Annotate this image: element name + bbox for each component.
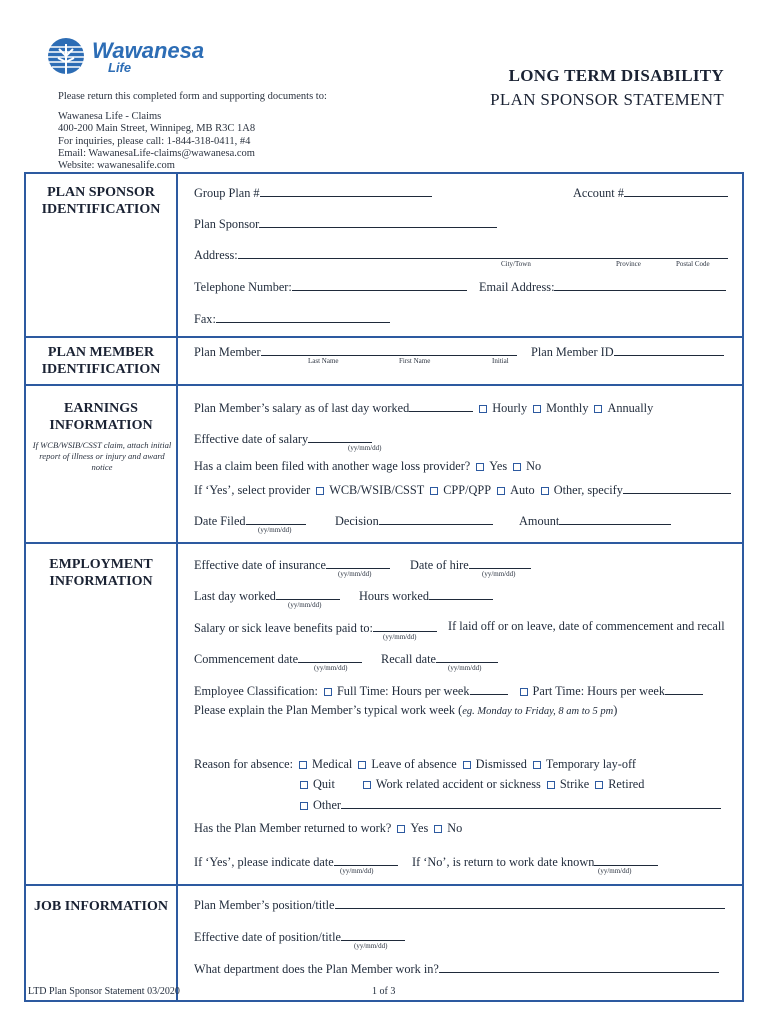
position-label: Plan Member’s position/title [194,898,335,912]
return-date-input[interactable] [334,853,398,866]
telephone-label: Telephone Number: [194,280,292,294]
plan-sponsor-field[interactable] [194,215,497,232]
position-field[interactable] [194,896,725,913]
effective-position-label: Effective date of position/title [194,930,341,944]
returned-label: Has the Plan Member returned to work? [194,821,392,835]
plan-sponsor-label: Plan Sponsor [194,217,260,231]
checkbox-claim-no[interactable] [513,463,521,471]
section-title-member: PLAN MEMBER IDENTIFICATION [41,345,161,377]
checkbox-work-related[interactable] [363,781,371,789]
work-related-label: Work related accident or sickness [375,777,541,791]
hourly-label: Hourly [492,401,528,415]
group-plan-input[interactable] [260,184,432,197]
email-field[interactable] [479,278,726,295]
section-divider [26,384,742,386]
checkbox-dismissed[interactable] [463,761,471,769]
dismissed-label: Dismissed [475,757,527,771]
phone-line: For inquiries, please call: 1-844-318-0411, #4 [58,135,251,147]
checkbox-quit[interactable] [300,781,308,789]
leave-label: Leave of absence [371,757,457,771]
checkbox-strike[interactable] [547,781,555,789]
address-field[interactable] [194,246,728,263]
temp-layoff-label: Temporary lay-off [545,757,636,771]
position-input[interactable] [335,896,725,909]
provider-label: If ‘Yes’, select provider [194,483,311,497]
work-week-label: Please explain the Plan Member’s typical work week ( [194,703,463,717]
checkbox-other-provider[interactable] [541,487,549,495]
initial-hint: Initial [492,357,509,365]
date-hint: (yy/mm/dd) [258,526,292,534]
effective-salary-field[interactable] [194,430,372,447]
group-plan-field[interactable] [194,184,432,201]
work-week-example: eg. Monday to Friday, 8 am to 5 pm [462,706,614,717]
checkbox-annually[interactable] [594,405,602,413]
checkbox-hourly[interactable] [479,405,487,413]
checkbox-part-time[interactable] [520,688,528,696]
checkbox-auto[interactable] [497,487,505,495]
hours-worked-input[interactable] [429,587,493,600]
classification-label: Employee Classification: [194,684,318,698]
provider-field[interactable] [194,481,731,498]
telephone-field[interactable] [194,278,467,295]
wawanesa-logo [46,34,226,80]
classification-field[interactable] [194,682,703,699]
member-id-input[interactable] [614,343,724,356]
email-input[interactable] [554,278,726,291]
hours-worked-field[interactable] [359,587,493,604]
section-title-sponsor: PLAN SPONSOR IDENTIFICATION [41,185,161,217]
checkbox-full-time[interactable] [324,688,332,696]
checkbox-returned-yes[interactable] [397,825,405,833]
work-week-close: ) [613,703,618,717]
last-name-hint: Last Name [308,357,339,365]
part-time-hours-input[interactable] [665,682,703,695]
quit-label: Quit [313,777,335,791]
date-hint: (yy/mm/dd) [340,867,374,875]
member-id-field[interactable] [531,343,724,360]
commencement-label: Commencement date [194,652,299,666]
checkbox-medical[interactable] [299,761,307,769]
plan-sponsor-input[interactable] [259,215,497,228]
last-day-input[interactable] [276,587,340,600]
date-hint: (yy/mm/dd) [338,570,372,578]
fax-input[interactable] [216,310,390,323]
brand-name: Wawanesa [92,38,205,63]
yes-label: Yes [489,459,508,473]
checkbox-monthly[interactable] [533,405,541,413]
returned-yes-label: Yes [410,821,429,835]
plan-member-input[interactable] [261,343,517,356]
date-of-hire-input[interactable] [469,556,531,569]
telephone-input[interactable] [292,278,467,291]
postal-hint: Postal Code [676,260,710,268]
salary-field[interactable] [194,399,653,416]
reason-field[interactable] [194,757,636,772]
globe-tree-icon [46,34,226,80]
member-id-label: Plan Member ID [531,345,614,359]
form-frame [24,172,744,1002]
first-name-hint: First Name [399,357,431,365]
checkbox-retired[interactable] [595,781,603,789]
checkbox-returned-no[interactable] [434,825,442,833]
other-reason-label: Other [313,798,341,812]
date-hint: (yy/mm/dd) [354,942,388,950]
checkbox-other-reason[interactable] [300,802,308,810]
section-title-employment: EMPLOYMENT INFORMATION [49,557,153,589]
last-day-label: Last day worked [194,589,276,603]
account-label: Account # [573,186,624,200]
date-hint: (yy/mm/dd) [314,664,348,672]
city-hint: City/Town [501,260,531,268]
strike-label: Strike [559,777,590,791]
full-time-label: Full Time: Hours per week [336,684,470,698]
salary-paid-input[interactable] [373,619,437,632]
decision-field[interactable] [335,512,493,529]
group-plan-label: Group Plan # [194,186,260,200]
section-divider [26,884,742,886]
annually-label: Annually [607,401,654,415]
reason-row-2[interactable] [294,777,644,792]
fax-label: Fax: [194,312,216,326]
address-line: Wawanesa Life - Claims [58,111,162,123]
checkbox-leave[interactable] [358,761,366,769]
decision-label: Decision [335,514,379,528]
address-input[interactable] [238,246,728,259]
reason-row-3[interactable] [294,796,721,813]
column-divider [176,174,178,1000]
wcb-label: WCB/WSIB/CSST [329,483,425,497]
hours-worked-label: Hours worked [359,589,430,603]
no-label: No [526,459,542,473]
amount-input[interactable] [559,512,671,525]
effective-salary-input[interactable] [308,430,372,443]
section-title-job: JOB INFORMATION [34,899,168,914]
return-date-label: If ‘Yes’, please indicate date [194,855,334,869]
form-title-line1: LONG TERM DISABILITY [508,66,724,85]
auto-label: Auto [510,483,535,497]
work-week-field[interactable] [194,703,617,718]
reason-label: Reason for absence: [194,757,294,771]
salary-label: Plan Member’s salary as of last day worked [194,401,410,415]
fax-field[interactable] [194,310,390,327]
date-of-hire-label: Date of hire [410,558,469,572]
earnings-note: If WCB/WSIB/CSST claim, attach initial report of illness or injury and award notice [32,440,172,472]
checkbox-claim-yes[interactable] [476,463,484,471]
monthly-label: Monthly [546,401,589,415]
account-input[interactable] [624,184,728,197]
website-line: Website: wawanesalife.com [58,160,175,172]
section-divider [26,542,742,544]
date-hint: (yy/mm/dd) [288,601,322,609]
other-specify-label: Other, specify [553,483,623,497]
plan-member-label: Plan Member [194,345,261,359]
salary-paid-label: Salary or sick leave benefits paid to: [194,621,373,635]
commencement-input[interactable] [298,650,362,663]
returned-field[interactable] [194,821,462,836]
checkbox-temp-layoff[interactable] [533,761,541,769]
recall-input[interactable] [436,650,498,663]
laid-off-label: If laid off or on leave, date of commencement and recall [448,619,725,633]
amount-label: Amount [519,514,560,528]
effective-position-input[interactable] [341,928,405,941]
department-label: What department does the Plan Member work in? [194,962,439,976]
department-input[interactable] [439,960,719,973]
return-known-label: If ‘No’, is return to work date known [412,855,595,869]
returned-no-label: No [447,821,463,835]
checkbox-cpp[interactable] [430,487,438,495]
date-hint: (yy/mm/dd) [383,633,417,641]
checkbox-wcb[interactable] [316,487,324,495]
recall-label: Recall date [381,652,436,666]
email-label: Email Address: [479,280,555,294]
form-id: LTD Plan Sponsor Statement 03/2020 [28,986,180,997]
section-divider [26,336,742,338]
address-line: 400-200 Main Street, Winnipeg, MB R3C 1A8 [58,123,256,135]
medical-label: Medical [312,757,353,771]
salary-input[interactable] [409,399,473,412]
plan-member-field[interactable] [194,343,517,360]
cpp-label: CPP/QPP [443,483,492,497]
date-hint: (yy/mm/dd) [348,444,382,452]
decision-input[interactable] [379,512,493,525]
account-field[interactable] [573,184,728,201]
province-hint: Province [616,260,641,268]
return-known-input[interactable] [594,853,658,866]
department-field[interactable] [194,960,719,977]
date-hint: (yy/mm/dd) [482,570,516,578]
other-reason-input[interactable] [341,796,721,809]
claim-filed-field[interactable] [194,459,541,474]
part-time-label: Part Time: Hours per week [532,684,666,698]
contact-block [58,91,327,172]
date-filed-label: Date Filed [194,514,246,528]
retired-label: Retired [608,777,645,791]
section-title-earnings: EARNINGS INFORMATION [49,401,153,433]
effective-insurance-label: Effective date of insurance [194,558,326,572]
claim-filed-label: Has a claim been filed with another wage loss provider? [194,459,471,473]
amount-field[interactable] [519,512,671,529]
date-hint: (yy/mm/dd) [598,867,632,875]
date-hint: (yy/mm/dd) [448,664,482,672]
full-time-hours-input[interactable] [470,682,508,695]
form-title-line2: PLAN SPONSOR STATEMENT [490,90,724,109]
effective-insurance-input[interactable] [326,556,390,569]
return-note: Please return this completed form and supporting documents to: [58,91,327,102]
brand-sub: Life [108,60,132,75]
email-line: Email: WawanesaLife-claims@wawanesa.com [58,147,255,159]
other-specify-input[interactable] [623,481,731,494]
page-number: 1 of 3 [372,986,396,997]
effective-salary-label: Effective date of salary [194,432,309,446]
address-label: Address: [194,248,238,262]
date-filed-input[interactable] [246,512,306,525]
